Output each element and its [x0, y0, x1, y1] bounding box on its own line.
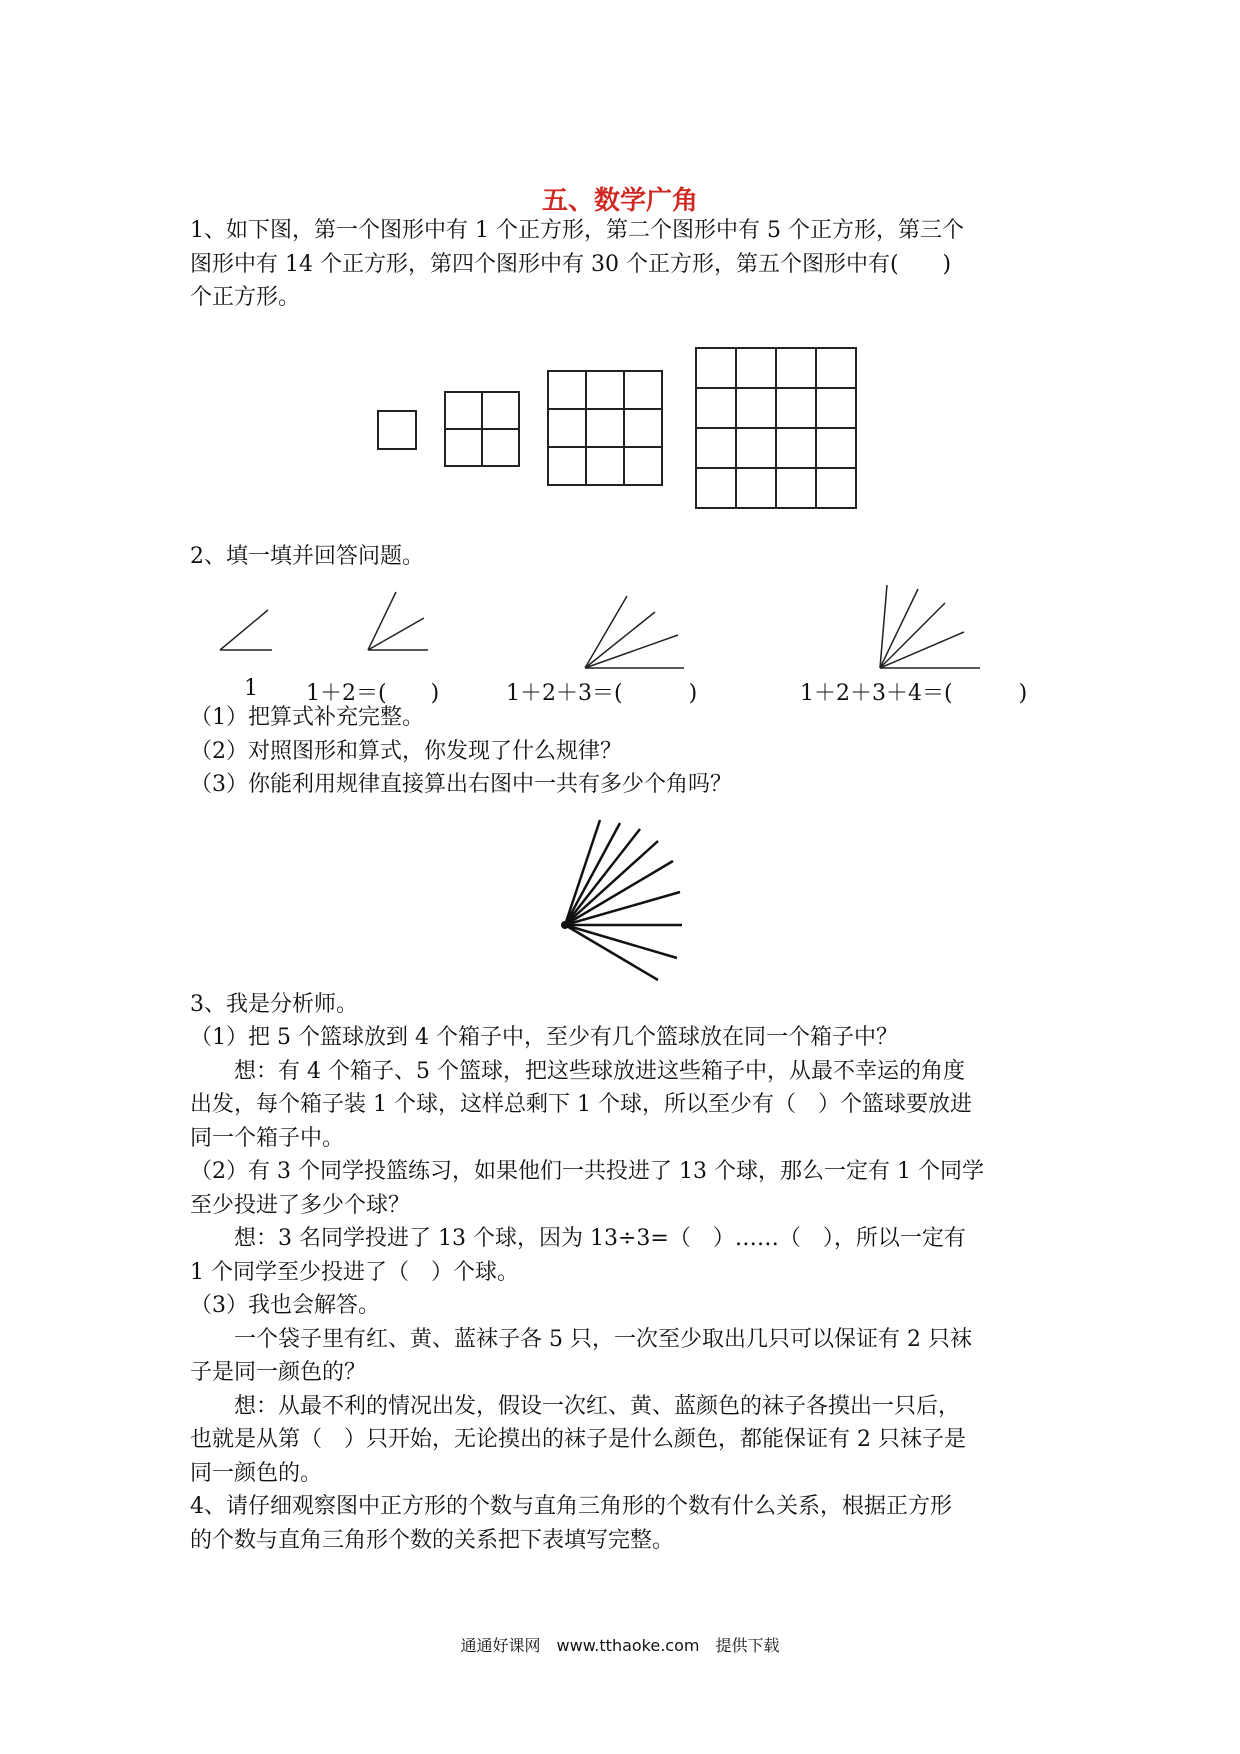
q2-heading: 2、填一填并回答问题。: [190, 544, 424, 569]
q2-formula-3: 1＋2＋3＝( ): [506, 681, 698, 706]
q1-line-2: 图形中有 14 个正方形，第四个图形中有 30 个正方形，第五个图形中有( ): [190, 252, 952, 277]
q3-line-3: 想：有 4 个箱子、5 个篮球，把这些球放进这些箱子中，从最不幸运的角度: [190, 1059, 965, 1084]
q2-sub-1: （1）把算式补充完整。: [190, 705, 424, 730]
q3-line-6: （2）有 3 个同学投篮练习，如果他们一共投进了 13 个球，那么一定有 1 个同学: [190, 1159, 984, 1184]
q1-line-1: 1、如下图，第一个图形中有 1 个正方形，第二个图形中有 5 个正方形，第三个: [190, 218, 964, 243]
q3-line-5: 同一个箱子中。: [190, 1126, 345, 1151]
q3-line-12: 子是同一颜色的？: [190, 1360, 367, 1385]
q4-line-1: 4、请仔细观察图中正方形的个数与直角三角形的个数有什么关系，根据正方形: [190, 1494, 952, 1519]
q3-line-10: （3）我也会解答。: [190, 1293, 380, 1318]
page-title: 五、数学广角: [541, 186, 698, 216]
grid-1x1: [378, 411, 416, 449]
q4-line-2: 的个数与直角三角形个数的关系把下表填写完整。: [190, 1528, 675, 1553]
q1-line-3: 个正方形。: [190, 285, 301, 310]
q2-formula-2: 1＋2＝( ): [306, 681, 440, 706]
grid-3x3: [548, 371, 662, 485]
q3-line-11: 一个袋子里有红、黄、蓝袜子各 5 只，一次至少取出几只可以保证有 2 只袜: [190, 1327, 972, 1352]
q3-line-1: 3、我是分析师。: [190, 992, 358, 1017]
q2-angle-rays-figure: [200, 580, 1000, 670]
q3-line-14: 也就是从第（ ）只开始，无论摸出的袜子是什么颜色，都能保证有 2 只袜子是: [190, 1427, 966, 1452]
q2-sub-3: （3）你能利用规律直接算出右图中一共有多少个角吗？: [190, 772, 732, 797]
q3-line-4: 出发，每个箱子装 1 个球，这样总剩下 1 个球，所以至少有（ ）个篮球要放进: [190, 1092, 972, 1117]
q1-square-grids-figure: [360, 340, 880, 520]
q3-line-7: 至少投进了多少个球？: [190, 1193, 411, 1218]
q3-line-13: 想：从最不利的情况出发，假设一次红、黄、蓝颜色的袜子各摸出一只后，: [190, 1394, 961, 1419]
q3-line-15: 同一颜色的。: [190, 1461, 323, 1486]
q3-line-9: 1 个同学至少投进了（ ）个球。: [190, 1260, 519, 1285]
q2-fan-rays-figure: [555, 815, 695, 985]
q2-formula-4: 1＋2＋3＋4＝( ): [800, 681, 1028, 706]
q2-sub-2: （2）对照图形和算式，你发现了什么规律？: [190, 739, 622, 764]
q3-line-2: （1）把 5 个篮球放到 4 个箱子中，至少有几个篮球放在同一个箱子中？: [190, 1025, 898, 1050]
footer-credit: 通通好课网 www.tthaoke.com 提供下载: [460, 1636, 780, 1655]
q2-formula-1: 1: [244, 676, 258, 701]
q3-line-8: 想：3 名同学投进了 13 个球，因为 13÷3=（ ）……（ ），所以一定有: [190, 1226, 966, 1251]
